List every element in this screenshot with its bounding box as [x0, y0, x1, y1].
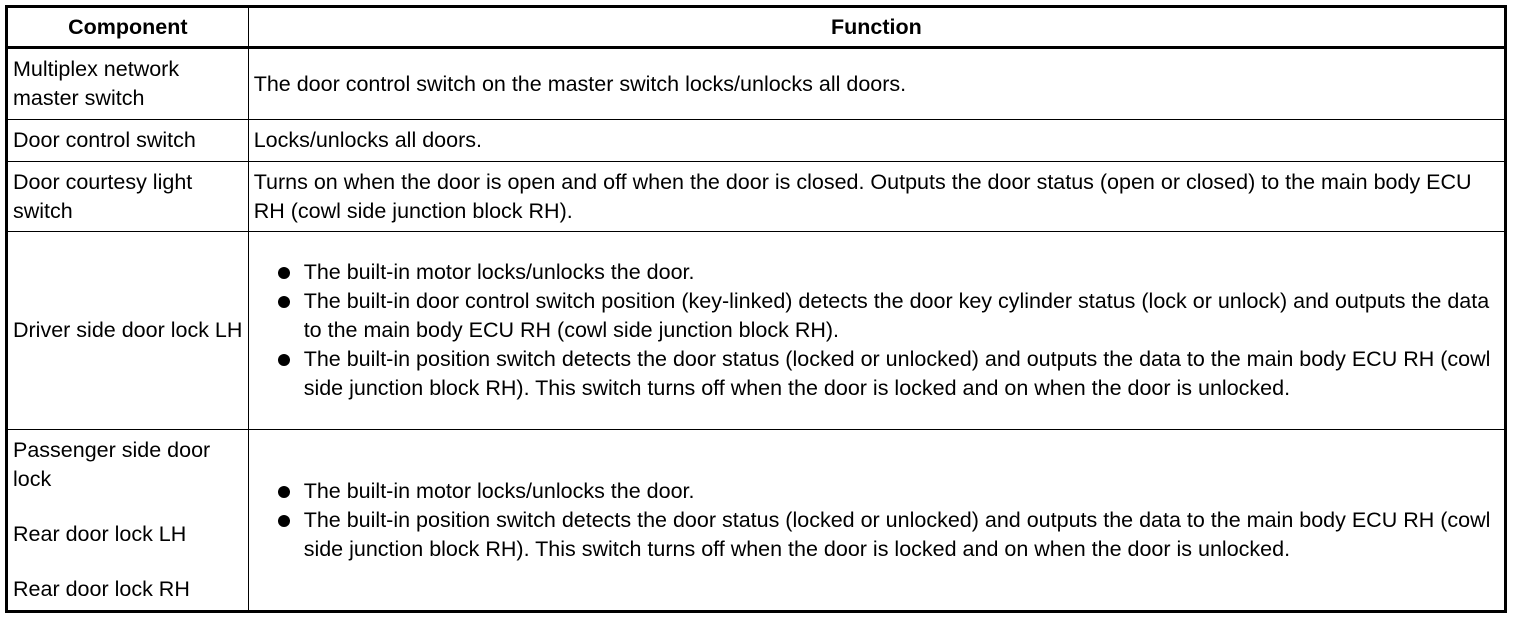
bullet-item: The built-in door control switch position (key-linked) detects the door key cylinder status (lock or unlock) and outputs the data to the main body ECU RH (cowl side junction block RH).: [254, 287, 1498, 345]
component-name: Rear door lock LH: [13, 522, 187, 546]
table-row: [7, 162, 1506, 232]
function-cell: Locks/unlocks all doors.: [248, 120, 1505, 162]
component-function-table: [5, 5, 1507, 613]
column-header-component: Component: [7, 7, 249, 48]
column-header-function: Function: [248, 7, 1505, 48]
component-stack: [13, 436, 244, 604]
bullet-item: The built-in motor locks/unlocks the door.: [254, 258, 1498, 287]
bullet-list: [254, 258, 1498, 403]
table-row: [7, 232, 1506, 430]
bullet-item: The built-in motor locks/unlocks the door.: [254, 477, 1498, 506]
header-row: [7, 7, 1506, 48]
function-cell: The door control switch on the master switch locks/unlocks all doors.: [248, 48, 1505, 120]
component-cell: Multiplex network master switch: [7, 48, 249, 120]
component-cell: [7, 430, 249, 612]
function-cell: [248, 232, 1505, 430]
function-cell: [248, 430, 1505, 612]
bullet-item: The built-in position switch detects the door status (locked or unlocked) and outputs the data to the main body ECU RH (cowl side junction block RH). This switch turns off when the door is locked and on when the door is unlocked.: [254, 345, 1498, 403]
table-row: [7, 430, 1506, 612]
table-row: [7, 120, 1506, 162]
component-cell: Door courtesy light switch: [7, 162, 249, 232]
component-name: Passenger side door lock: [13, 438, 211, 491]
table-row: [7, 48, 1506, 120]
component-cell: Driver side door lock LH: [7, 232, 249, 430]
bullet-list: [254, 477, 1498, 564]
component-cell: Door control switch: [7, 120, 249, 162]
component-name: Rear door lock RH: [13, 577, 190, 601]
function-cell: Turns on when the door is open and off when the door is closed. Outputs the door status (open or closed) to the main body ECU RH (cowl side junction block RH).: [248, 162, 1505, 232]
bullet-item: The built-in position switch detects the door status (locked or unlocked) and outputs the data to the main body ECU RH (cowl side junction block RH). This switch turns off when the door is locked and on when the door is unlocked.: [254, 506, 1498, 564]
